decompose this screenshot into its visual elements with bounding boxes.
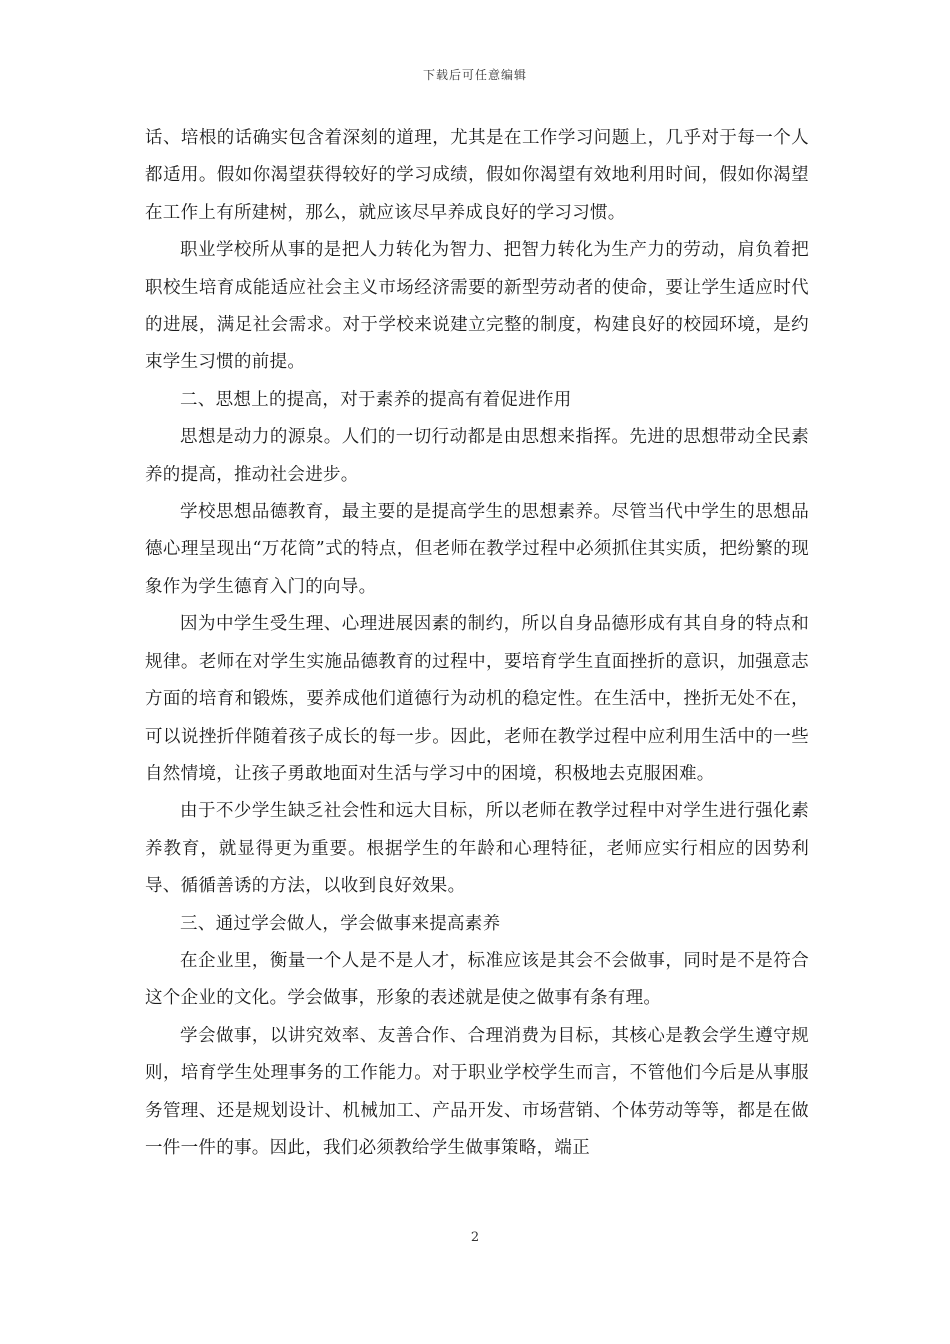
paragraph: 在企业里，衡量一个人是不是人才，标准应该是其会不会做事，同时是不是符合这个企业的文化。学会做事，形象的表述就是使之做事有条有理。 <box>145 950 809 1009</box>
paragraph: 学校思想品德教育，最主要的是提高学生的思想素养。尽管当代中学生的思想品德心理呈现出“万花筒”式的特点，但老师在教学过程中必须抓住其实质，把纷繁的现象作为学生德育入门的向导。 <box>145 502 809 597</box>
document-body <box>145 120 809 1167</box>
paragraph: 由于不少学生缺乏社会性和远大目标，所以老师在教学过程中对学生进行强化素养教育，就显得更为重要。根据学生的年龄和心理特征，老师应实行相应的因势利导、循循善诱的方法，以收到良好效果。 <box>145 801 809 897</box>
paragraph: 思想是动力的源泉。人们的一切行动都是由思想来指挥。先进的思想带动全民素养的提高，推动社会进步。 <box>145 427 809 485</box>
paragraph-continuation: 话、培根的话确实包含着深刻的道理，尤其是在工作学习问题上，几乎对于每一个人都适用。假如你渴望获得较好的学习成绩，假如你渴望有效地利用时间，假如你渴望在工作上有所建树，那么，就应该尽早养成良好的学习习惯。 <box>145 128 809 223</box>
section-heading: 三、通过学会做人，学会做事来提高素养 <box>180 913 501 934</box>
page-number: 2 <box>470 1230 480 1245</box>
paragraph: 职业学校所从事的是把人力转化为智力、把智力转化为生产力的劳动，肩负着把职校生培育成能适应社会主义市场经济需要的新型劳动者的使命，要让学生适应时代的进展，满足社会需求。对于学校来说建立完整的制度，构建良好的校园环境，是约束学生习惯的前提。 <box>145 240 809 373</box>
paragraph: 因为中学生受生理、心理进展因素的制约，所以自身品德形成有其自身的特点和规律。老师在对学生实施品德教育的过程中，要培育学生直面挫折的意识，加强意志方面的培育和锻炼，要养成他们道德行为动机的稳定性。在生活中，挫折无处不在，可以说挫折伴随着孩子成长的每一步。因此，老师在教学过程中应利用生活中的一些自然情境，让孩子勇敢地面对生活与学习中的困境，积极地去克服困难。 <box>145 614 809 784</box>
page-header: 下载后可任意编辑 <box>422 68 527 82</box>
paragraph: 学会做事，以讲究效率、友善合作、合理消费为目标，其核心是教会学生遵守规则，培育学生处理事务的工作能力。对于职业学校学生而言，不管他们今后是从事服务管理、还是规划设计、机械加工、产品开发、市场营销、个体劳动等等，都是在做一件一件的事。因此，我们必须教给学生做事策略，端正 <box>145 1025 809 1158</box>
section-heading: 二、思想上的提高，对于素养的提高有着促进作用 <box>180 389 572 410</box>
